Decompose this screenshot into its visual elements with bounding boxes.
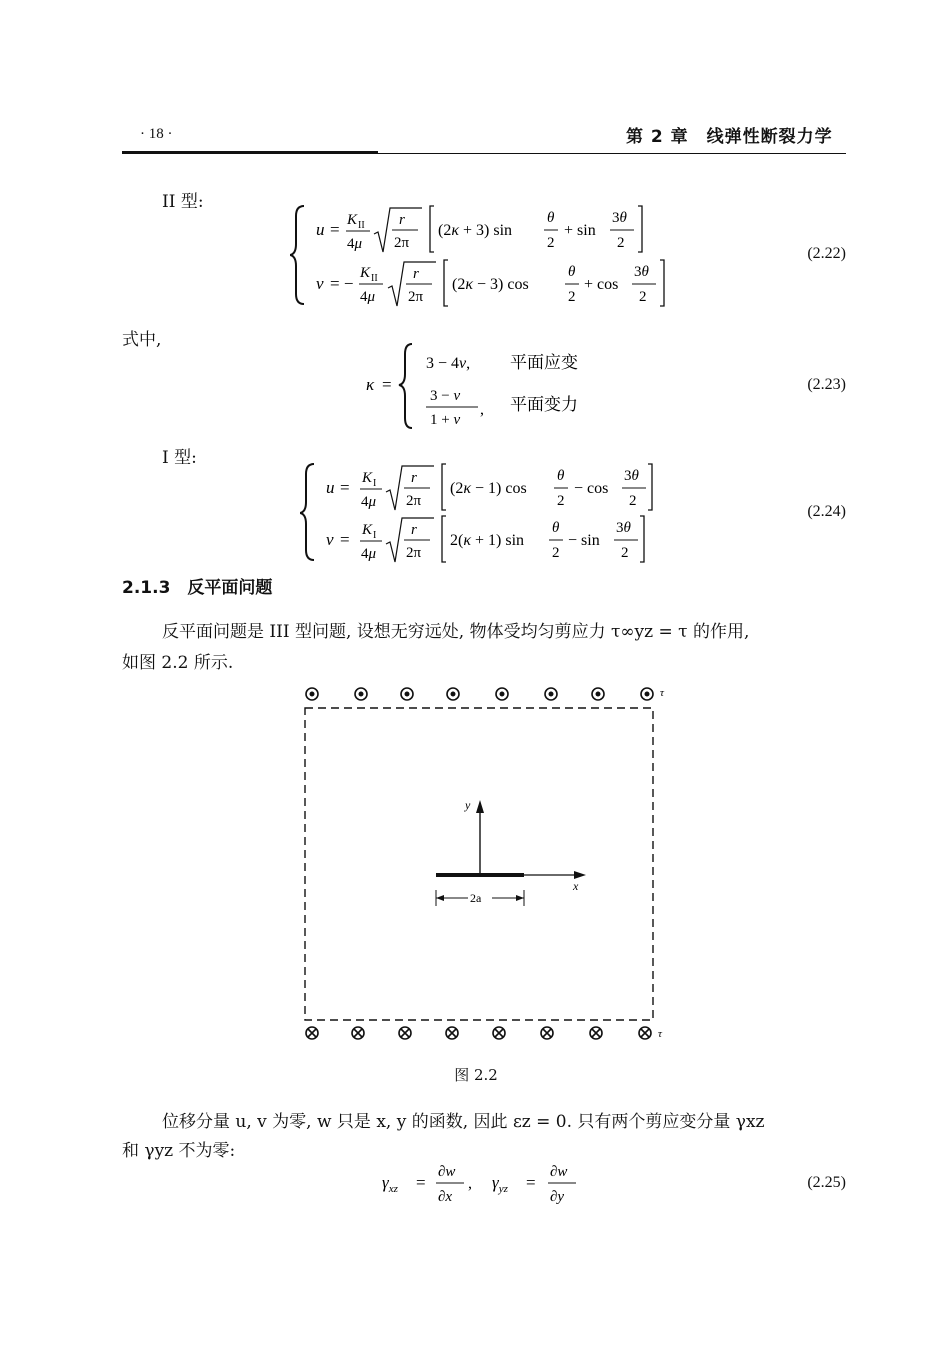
svg-text:II: II [371, 273, 378, 284]
svg-text:,: , [468, 1175, 472, 1192]
svg-text:3θ: 3θ [624, 468, 639, 484]
svg-text:1 + ν: 1 + ν [430, 412, 461, 428]
svg-text:r: r [413, 266, 419, 282]
svg-text:2π: 2π [406, 545, 422, 561]
svg-text:u: u [326, 478, 335, 497]
svg-text:2π: 2π [406, 493, 422, 509]
svg-text:4μ: 4μ [361, 546, 377, 562]
type-ii-label: II 型: [162, 192, 204, 212]
svg-text:θ: θ [557, 468, 565, 484]
svg-text:=: = [340, 530, 350, 549]
svg-text:=: = [340, 478, 350, 497]
where-label: 式中, [122, 330, 162, 350]
svg-text:γyz: $\gamma_{yz}$ [492, 1173, 508, 1195]
svg-text:=: = [416, 1173, 426, 1192]
svg-text:4μ: 4μ [347, 236, 363, 252]
figure-caption: 图 2.2 [454, 1066, 498, 1084]
svg-text:∂y: ∂y [550, 1189, 565, 1205]
svg-text:3θ: 3θ [612, 210, 627, 226]
svg-text:K: K [347, 212, 358, 228]
svg-text:∂x: ∂x [438, 1189, 453, 1205]
svg-text:3 − ν: 3 − ν [430, 388, 461, 404]
svg-text:2: 2 [552, 545, 560, 561]
section-heading: 2.1.3 反平面问题 [122, 578, 273, 598]
tau-into-plane-markers [306, 1027, 651, 1039]
equation-number-2-23: (2.23) [807, 376, 846, 393]
svg-text:2: 2 [557, 493, 565, 509]
svg-text:=: = [382, 375, 392, 394]
svg-text:(2κ − 1) cos: (2κ − 1) cos [450, 480, 527, 497]
svg-text:2π: 2π [394, 235, 410, 251]
y-axis-label: y [465, 798, 471, 812]
svg-text:平面变力: 平面变力 [510, 395, 578, 414]
svg-text:γxz: $\gamma_{xz}$ [382, 1173, 398, 1195]
equation-number-2-25: (2.25) [807, 1174, 846, 1191]
equation-2-24 [300, 458, 670, 566]
paragraph-2-line-1: 位移分量 u, v 为零, w 只是 x, y 的函数, 因此 εz = 0. 只有两个剪应变分量 γxz [162, 1112, 765, 1132]
svg-text:4μ: 4μ [360, 289, 376, 305]
svg-text:= −: = − [330, 274, 354, 293]
type-i-label: I 型: [162, 448, 197, 468]
x-axis-label: x [573, 879, 579, 893]
svg-text:3θ: 3θ [634, 264, 649, 280]
svg-text:=: = [526, 1173, 536, 1192]
svg-text:2: 2 [568, 289, 576, 305]
equation-2-23 [360, 340, 620, 432]
equation-number-2-22: (2.22) [807, 245, 846, 262]
svg-text:II: II [358, 220, 365, 231]
svg-text:r: r [399, 212, 405, 228]
svg-text:θ: θ [552, 520, 560, 536]
svg-text:+ cos: + cos [584, 276, 619, 293]
svg-text:κ: κ [366, 375, 375, 394]
svg-text:2π: 2π [408, 289, 424, 305]
svg-text:u: u [316, 220, 325, 239]
tau-out-of-plane-markers [306, 688, 653, 700]
paragraph-2-line-2: 和 γyz 不为零: [122, 1141, 236, 1161]
svg-text:2: 2 [629, 493, 637, 509]
header-rule-thin [122, 153, 846, 154]
svg-text:2: 2 [547, 235, 555, 251]
svg-text:I: I [373, 530, 377, 541]
svg-text:(2κ + 3) sin: (2κ + 3) sin [438, 222, 513, 239]
tau-label-top: τ [660, 687, 664, 699]
equation-2-25 [378, 1158, 598, 1210]
svg-text:3 − 4ν,: 3 − 4ν, [426, 355, 471, 372]
page-number: · 18 · [140, 126, 173, 142]
svg-text:2: 2 [621, 545, 629, 561]
running-head: 第 2 章 线弹性断裂力学 [626, 127, 833, 147]
paragraph-1-line-2: 如图 2.2 所示. [122, 653, 234, 673]
svg-text:,: , [480, 401, 484, 418]
svg-text:v: v [326, 530, 334, 549]
svg-text:∂w: ∂w [438, 1164, 456, 1180]
svg-text:K: K [360, 265, 371, 281]
svg-text:r: r [411, 470, 417, 486]
dashed-boundary [305, 708, 653, 1020]
svg-text:(2κ − 3) cos: (2κ − 3) cos [452, 276, 529, 293]
equation-number-2-24: (2.24) [807, 503, 846, 520]
svg-text:− sin: − sin [568, 532, 600, 549]
svg-text:− cos: − cos [574, 480, 609, 497]
svg-text:θ: θ [547, 210, 555, 226]
equation-2-22 [290, 200, 670, 310]
svg-text:K: K [362, 522, 373, 538]
svg-text:∂w: ∂w [550, 1164, 568, 1180]
svg-text:2(κ + 1) sin: 2(κ + 1) sin [450, 532, 525, 549]
svg-text:v: v [316, 274, 324, 293]
svg-text:r: r [411, 522, 417, 538]
svg-text:2: 2 [617, 235, 625, 251]
svg-text:=: = [330, 220, 340, 239]
svg-text:K: K [362, 470, 373, 486]
figure-2-2 [290, 680, 690, 1050]
svg-text:4μ: 4μ [361, 494, 377, 510]
svg-text:θ: θ [568, 264, 576, 280]
svg-text:3θ: 3θ [616, 520, 631, 536]
paragraph-1-line-1: 反平面问题是 III 型问题, 设想无穷远处, 物体受均匀剪应力 τ∞yz = τ 的作用, [162, 622, 750, 642]
crack-length-label: 2a [470, 891, 482, 905]
tau-label-bottom: τ [658, 1028, 662, 1040]
svg-text:I: I [373, 478, 377, 489]
svg-text:2: 2 [639, 289, 647, 305]
svg-text:+ sin: + sin [564, 222, 596, 239]
svg-text:平面应变: 平面应变 [510, 353, 578, 372]
